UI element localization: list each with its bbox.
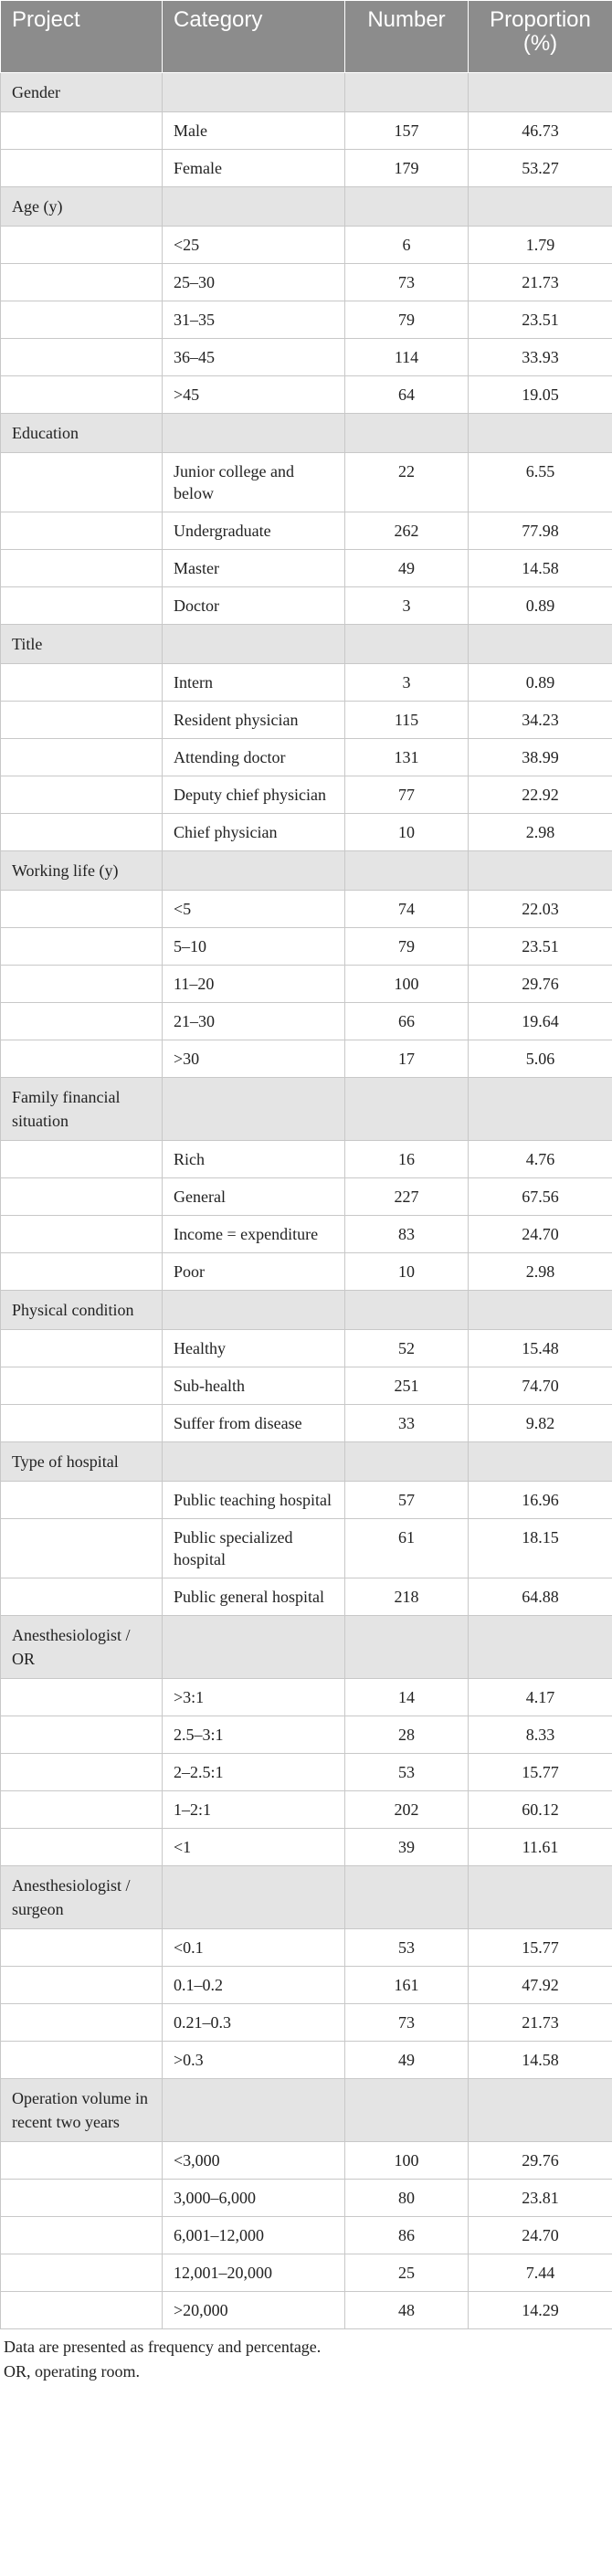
category-cell: 6,001–12,000: [163, 2217, 345, 2254]
group-empty-cell: [345, 2079, 469, 2142]
number-cell: 10: [345, 814, 469, 851]
group-empty-cell: [469, 1078, 612, 1141]
group-empty-cell: [469, 187, 612, 227]
row-project-cell: [1, 891, 163, 928]
table-row: [1, 1929, 612, 1967]
group-label: Age (y): [1, 187, 163, 227]
row-project-cell: [1, 227, 163, 264]
number-cell: 6: [345, 227, 469, 264]
group-empty-cell: [163, 73, 345, 112]
table-row: [1, 550, 612, 587]
row-project-cell: [1, 512, 163, 550]
table-row: [1, 2004, 612, 2042]
number-cell: 77: [345, 776, 469, 814]
number-cell: 114: [345, 339, 469, 376]
table-row: [1, 1716, 612, 1754]
proportion-cell: 1.79: [469, 227, 612, 264]
group-empty-cell: [345, 1442, 469, 1482]
proportion-cell: 29.76: [469, 2142, 612, 2180]
row-project-cell: [1, 739, 163, 776]
category-cell: 2.5–3:1: [163, 1716, 345, 1754]
table-row: [1, 1519, 612, 1578]
row-project-cell: [1, 1003, 163, 1040]
row-project-cell: [1, 1519, 163, 1578]
table-row: [1, 928, 612, 966]
table-row: [1, 1405, 612, 1442]
category-cell: >0.3: [163, 2042, 345, 2079]
proportion-cell: 9.82: [469, 1405, 612, 1442]
number-cell: 79: [345, 301, 469, 339]
row-project-cell: [1, 587, 163, 625]
table-row: [1, 2254, 612, 2292]
row-project-cell: [1, 1929, 163, 1967]
number-cell: 39: [345, 1829, 469, 1866]
proportion-cell: 16.96: [469, 1482, 612, 1519]
proportion-cell: 4.76: [469, 1141, 612, 1178]
category-cell: Female: [163, 150, 345, 187]
category-cell: Undergraduate: [163, 512, 345, 550]
proportion-cell: 14.58: [469, 550, 612, 587]
group-empty-cell: [163, 2079, 345, 2142]
table-row: [1, 814, 612, 851]
number-cell: 64: [345, 376, 469, 414]
proportion-cell: 21.73: [469, 264, 612, 301]
table-row: [1, 2217, 612, 2254]
number-cell: 157: [345, 112, 469, 150]
group-empty-cell: [469, 1291, 612, 1330]
table-body: [1, 73, 612, 2329]
proportion-cell: 46.73: [469, 112, 612, 150]
group-label: Title: [1, 625, 163, 664]
row-project-cell: [1, 1829, 163, 1866]
row-project-cell: [1, 702, 163, 739]
table-row: [1, 1003, 612, 1040]
number-cell: 74: [345, 891, 469, 928]
category-cell: >45: [163, 376, 345, 414]
category-cell: General: [163, 1178, 345, 1216]
category-cell: Chief physician: [163, 814, 345, 851]
proportion-cell: 15.77: [469, 1754, 612, 1791]
table-row: [1, 339, 612, 376]
table-row: [1, 1141, 612, 1178]
category-cell: <5: [163, 891, 345, 928]
group-empty-cell: [163, 1866, 345, 1929]
table-row: [1, 264, 612, 301]
table-row: [1, 1754, 612, 1791]
number-cell: 179: [345, 150, 469, 187]
proportion-cell: 47.92: [469, 1967, 612, 2004]
category-cell: 12,001–20,000: [163, 2254, 345, 2292]
category-cell: Healthy: [163, 1330, 345, 1367]
number-cell: 100: [345, 2142, 469, 2180]
number-cell: 131: [345, 739, 469, 776]
table-row: [1, 1829, 612, 1866]
category-cell: 11–20: [163, 966, 345, 1003]
category-cell: >3:1: [163, 1679, 345, 1716]
category-cell: Poor: [163, 1253, 345, 1291]
group-empty-cell: [469, 1442, 612, 1482]
row-project-cell: [1, 814, 163, 851]
header-proportion: Proportion (%): [469, 1, 612, 73]
number-cell: 161: [345, 1967, 469, 2004]
table-row: [1, 776, 612, 814]
row-project-cell: [1, 1578, 163, 1616]
category-cell: >20,000: [163, 2292, 345, 2329]
table-row: [1, 1216, 612, 1253]
row-project-cell: [1, 1040, 163, 1078]
row-project-cell: [1, 966, 163, 1003]
table-row: [1, 1967, 612, 2004]
header-project: Project: [1, 1, 163, 73]
row-project-cell: [1, 664, 163, 702]
category-cell: Rich: [163, 1141, 345, 1178]
number-cell: 66: [345, 1003, 469, 1040]
table-row: [1, 512, 612, 550]
table-row: [1, 966, 612, 1003]
table-row: [1, 1040, 612, 1078]
row-project-cell: [1, 2292, 163, 2329]
number-cell: 57: [345, 1482, 469, 1519]
group-header-row: [1, 1616, 612, 1679]
group-empty-cell: [345, 73, 469, 112]
proportion-cell: 24.70: [469, 2217, 612, 2254]
group-empty-cell: [345, 1866, 469, 1929]
category-cell: Deputy chief physician: [163, 776, 345, 814]
table-footnotes: [4, 2335, 607, 2384]
category-cell: Intern: [163, 664, 345, 702]
group-empty-cell: [163, 851, 345, 891]
group-label: Anesthesiologist / OR: [1, 1616, 163, 1679]
group-empty-cell: [163, 1616, 345, 1679]
number-cell: 3: [345, 587, 469, 625]
group-empty-cell: [469, 1616, 612, 1679]
category-cell: 0.1–0.2: [163, 1967, 345, 2004]
row-project-cell: [1, 2004, 163, 2042]
row-project-cell: [1, 1253, 163, 1291]
row-project-cell: [1, 2142, 163, 2180]
footnote-or-abbreviation: OR, operating room.: [4, 2362, 140, 2381]
number-cell: 22: [345, 453, 469, 512]
footnote-data-format: Data are presented as frequency and percentage.: [4, 2338, 322, 2356]
category-cell: Suffer from disease: [163, 1405, 345, 1442]
row-project-cell: [1, 150, 163, 187]
table-row: [1, 1679, 612, 1716]
group-empty-cell: [469, 1866, 612, 1929]
proportion-cell: 0.89: [469, 587, 612, 625]
row-project-cell: [1, 1967, 163, 2004]
group-header-row: [1, 625, 612, 664]
number-cell: 100: [345, 966, 469, 1003]
category-cell: <0.1: [163, 1929, 345, 1967]
row-project-cell: [1, 1482, 163, 1519]
table-row: [1, 1482, 612, 1519]
proportion-cell: 18.15: [469, 1519, 612, 1578]
table-row: [1, 453, 612, 512]
group-header-row: [1, 1442, 612, 1482]
proportion-cell: 2.98: [469, 814, 612, 851]
number-cell: 49: [345, 550, 469, 587]
group-empty-cell: [345, 187, 469, 227]
row-project-cell: [1, 112, 163, 150]
number-cell: 33: [345, 1405, 469, 1442]
number-cell: 49: [345, 2042, 469, 2079]
row-project-cell: [1, 2180, 163, 2217]
group-header-row: [1, 187, 612, 227]
category-cell: Public teaching hospital: [163, 1482, 345, 1519]
table-row: [1, 227, 612, 264]
group-header-row: [1, 73, 612, 112]
group-header-row: [1, 1291, 612, 1330]
table-row: [1, 739, 612, 776]
number-cell: 227: [345, 1178, 469, 1216]
category-cell: Public general hospital: [163, 1578, 345, 1616]
category-cell: 3,000–6,000: [163, 2180, 345, 2217]
group-empty-cell: [345, 414, 469, 453]
number-cell: 17: [345, 1040, 469, 1078]
number-cell: 53: [345, 1929, 469, 1967]
number-cell: 218: [345, 1578, 469, 1616]
category-cell: 2–2.5:1: [163, 1754, 345, 1791]
row-project-cell: [1, 339, 163, 376]
group-empty-cell: [469, 414, 612, 453]
group-empty-cell: [469, 73, 612, 112]
group-header-row: [1, 1866, 612, 1929]
category-cell: Resident physician: [163, 702, 345, 739]
proportion-cell: 24.70: [469, 1216, 612, 1253]
table-row: [1, 376, 612, 414]
row-project-cell: [1, 776, 163, 814]
group-empty-cell: [345, 851, 469, 891]
number-cell: 262: [345, 512, 469, 550]
row-project-cell: [1, 1716, 163, 1754]
row-project-cell: [1, 1791, 163, 1829]
row-project-cell: [1, 1405, 163, 1442]
number-cell: 14: [345, 1679, 469, 1716]
table-row: [1, 664, 612, 702]
proportion-cell: 67.56: [469, 1178, 612, 1216]
table-row: [1, 1330, 612, 1367]
number-cell: 28: [345, 1716, 469, 1754]
group-empty-cell: [163, 1442, 345, 1482]
table-row: [1, 2292, 612, 2329]
group-label: Physical condition: [1, 1291, 163, 1330]
proportion-cell: 21.73: [469, 2004, 612, 2042]
group-label: Working life (y): [1, 851, 163, 891]
number-cell: 202: [345, 1791, 469, 1829]
group-empty-cell: [345, 1291, 469, 1330]
group-empty-cell: [469, 625, 612, 664]
row-project-cell: [1, 1216, 163, 1253]
row-project-cell: [1, 264, 163, 301]
number-cell: 53: [345, 1754, 469, 1791]
category-cell: 5–10: [163, 928, 345, 966]
category-cell: Attending doctor: [163, 739, 345, 776]
number-cell: 52: [345, 1330, 469, 1367]
proportion-cell: 14.29: [469, 2292, 612, 2329]
category-cell: Junior college and below: [163, 453, 345, 512]
row-project-cell: [1, 1141, 163, 1178]
proportion-cell: 60.12: [469, 1791, 612, 1829]
table-row: [1, 891, 612, 928]
category-cell: <25: [163, 227, 345, 264]
proportion-cell: 23.81: [469, 2180, 612, 2217]
group-empty-cell: [469, 851, 612, 891]
number-cell: 73: [345, 264, 469, 301]
number-cell: 83: [345, 1216, 469, 1253]
group-label: Type of hospital: [1, 1442, 163, 1482]
number-cell: 73: [345, 2004, 469, 2042]
row-project-cell: [1, 2042, 163, 2079]
number-cell: 10: [345, 1253, 469, 1291]
proportion-cell: 0.89: [469, 664, 612, 702]
category-cell: 1–2:1: [163, 1791, 345, 1829]
number-cell: 80: [345, 2180, 469, 2217]
group-label: Family financial situation: [1, 1078, 163, 1141]
category-cell: Sub-health: [163, 1367, 345, 1405]
row-project-cell: [1, 1367, 163, 1405]
proportion-cell: 38.99: [469, 739, 612, 776]
group-label: Anesthesiologist / surgeon: [1, 1866, 163, 1929]
proportion-cell: 8.33: [469, 1716, 612, 1754]
table-row: [1, 1253, 612, 1291]
number-cell: 3: [345, 664, 469, 702]
category-cell: Income = expenditure: [163, 1216, 345, 1253]
group-empty-cell: [345, 625, 469, 664]
proportion-cell: 34.23: [469, 702, 612, 739]
proportion-cell: 77.98: [469, 512, 612, 550]
row-project-cell: [1, 1178, 163, 1216]
table-row: [1, 1367, 612, 1405]
proportion-cell: 23.51: [469, 928, 612, 966]
group-label: Operation volume in recent two years: [1, 2079, 163, 2142]
row-project-cell: [1, 928, 163, 966]
category-cell: 0.21–0.3: [163, 2004, 345, 2042]
number-cell: 79: [345, 928, 469, 966]
proportion-cell: 22.92: [469, 776, 612, 814]
proportion-cell: 74.70: [469, 1367, 612, 1405]
group-empty-cell: [345, 1078, 469, 1141]
table-row: [1, 587, 612, 625]
table-row: [1, 112, 612, 150]
proportion-cell: 4.17: [469, 1679, 612, 1716]
table-row: [1, 150, 612, 187]
proportion-cell: 7.44: [469, 2254, 612, 2292]
row-project-cell: [1, 2217, 163, 2254]
proportion-cell: 64.88: [469, 1578, 612, 1616]
proportion-cell: 15.48: [469, 1330, 612, 1367]
category-cell: 31–35: [163, 301, 345, 339]
number-cell: 115: [345, 702, 469, 739]
table-row: [1, 702, 612, 739]
proportion-cell: 5.06: [469, 1040, 612, 1078]
category-cell: Male: [163, 112, 345, 150]
category-cell: 36–45: [163, 339, 345, 376]
group-empty-cell: [469, 2079, 612, 2142]
category-cell: <3,000: [163, 2142, 345, 2180]
row-project-cell: [1, 1679, 163, 1716]
proportion-cell: 6.55: [469, 453, 612, 512]
row-project-cell: [1, 453, 163, 512]
proportion-cell: 11.61: [469, 1829, 612, 1866]
proportion-cell: 15.77: [469, 1929, 612, 1967]
proportion-cell: 23.51: [469, 301, 612, 339]
group-header-row: [1, 2079, 612, 2142]
category-cell: Public specialized hospital: [163, 1519, 345, 1578]
row-project-cell: [1, 550, 163, 587]
number-cell: 86: [345, 2217, 469, 2254]
row-project-cell: [1, 1754, 163, 1791]
category-cell: >30: [163, 1040, 345, 1078]
table-row: [1, 2180, 612, 2217]
proportion-cell: 14.58: [469, 2042, 612, 2079]
category-cell: Doctor: [163, 587, 345, 625]
table-row: [1, 1178, 612, 1216]
group-empty-cell: [163, 187, 345, 227]
table-row: [1, 1578, 612, 1616]
group-label: Education: [1, 414, 163, 453]
proportion-cell: 19.05: [469, 376, 612, 414]
number-cell: 16: [345, 1141, 469, 1178]
number-cell: 48: [345, 2292, 469, 2329]
group-empty-cell: [163, 1078, 345, 1141]
group-empty-cell: [163, 414, 345, 453]
row-project-cell: [1, 2254, 163, 2292]
group-header-row: [1, 414, 612, 453]
number-cell: 25: [345, 2254, 469, 2292]
proportion-cell: 19.64: [469, 1003, 612, 1040]
table-row: [1, 2142, 612, 2180]
proportion-cell: 33.93: [469, 339, 612, 376]
group-label: Gender: [1, 73, 163, 112]
table-header-row: [1, 1, 612, 73]
group-header-row: [1, 851, 612, 891]
table-row: [1, 301, 612, 339]
category-cell: <1: [163, 1829, 345, 1866]
category-cell: Master: [163, 550, 345, 587]
number-cell: 251: [345, 1367, 469, 1405]
table-row: [1, 1791, 612, 1829]
category-cell: 21–30: [163, 1003, 345, 1040]
row-project-cell: [1, 301, 163, 339]
group-empty-cell: [345, 1616, 469, 1679]
table-row: [1, 2042, 612, 2079]
group-header-row: [1, 1078, 612, 1141]
row-project-cell: [1, 376, 163, 414]
proportion-cell: 22.03: [469, 891, 612, 928]
header-category: Category: [163, 1, 345, 73]
number-cell: 61: [345, 1519, 469, 1578]
row-project-cell: [1, 1330, 163, 1367]
proportion-cell: 53.27: [469, 150, 612, 187]
proportion-cell: 2.98: [469, 1253, 612, 1291]
group-empty-cell: [163, 1291, 345, 1330]
proportion-cell: 29.76: [469, 966, 612, 1003]
group-empty-cell: [163, 625, 345, 664]
category-cell: 25–30: [163, 264, 345, 301]
header-number: Number: [345, 1, 469, 73]
